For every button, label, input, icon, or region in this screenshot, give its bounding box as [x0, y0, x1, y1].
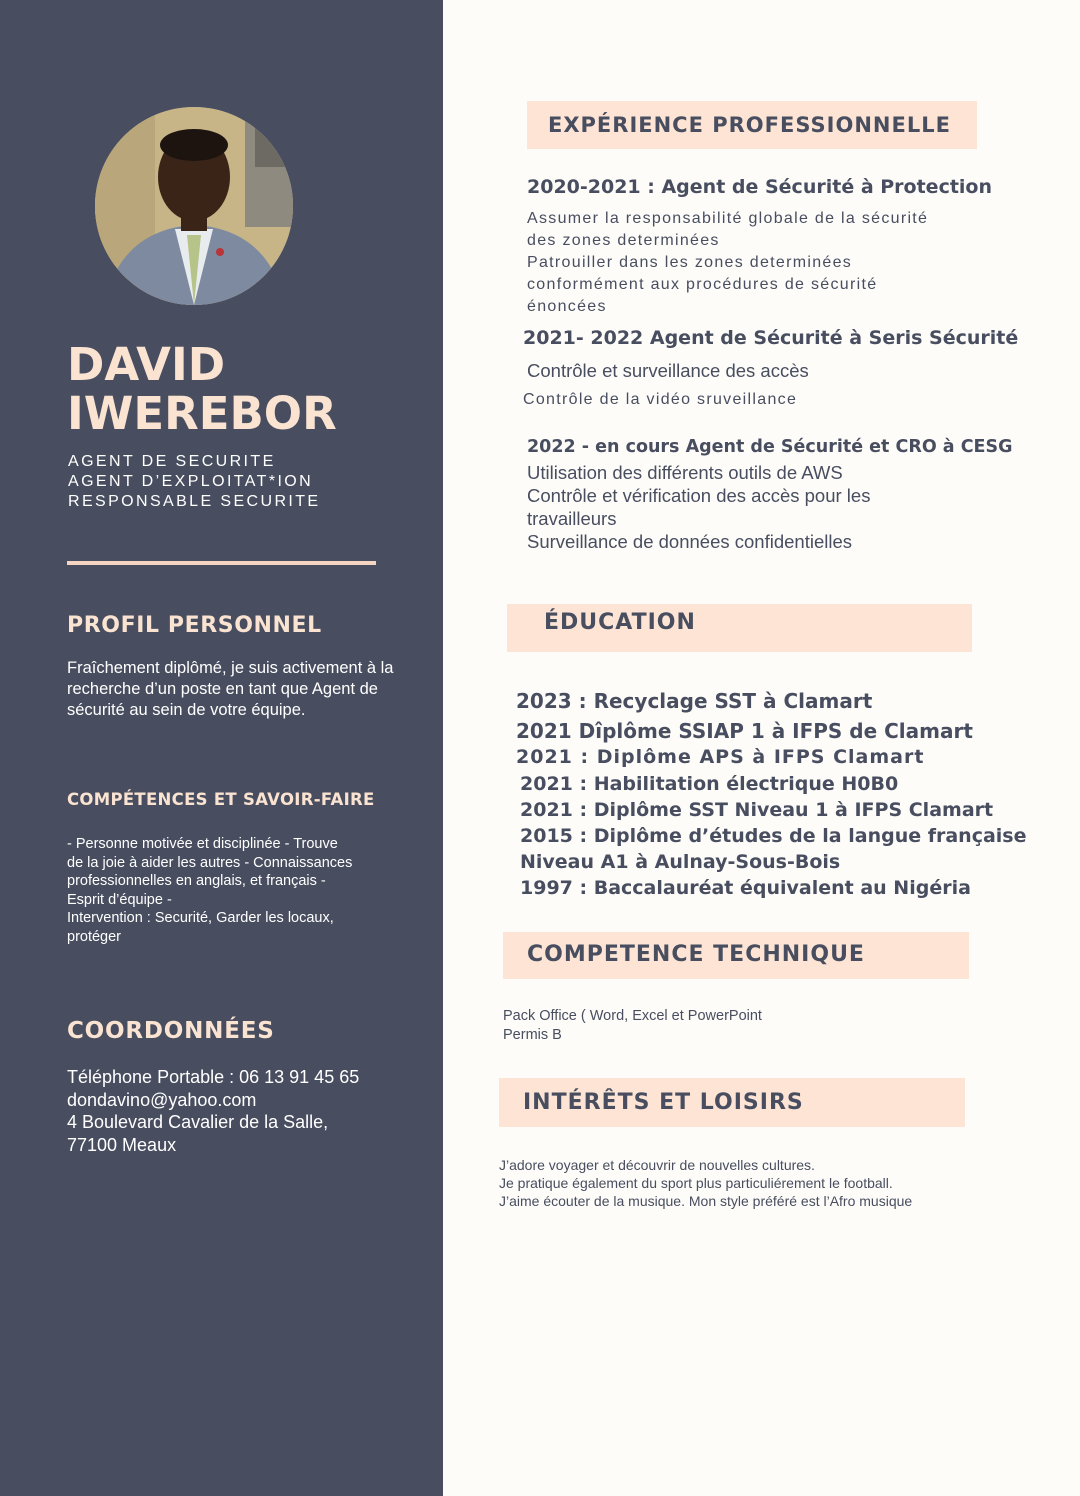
job-2-line-1: Contrôle et surveillance des accès: [527, 360, 809, 381]
divider: [67, 561, 376, 565]
email-address[interactable]: dondavino@yahoo.com: [67, 1089, 257, 1110]
portrait-image: [95, 107, 293, 305]
job-2-line-2: Contrôle de la vidéo sruveillance: [523, 391, 798, 408]
interets-line: Je pratique également du sport plus particuliérement le football.: [499, 1175, 893, 1191]
phone-number: Téléphone Portable : 06 13 91 45 65: [67, 1067, 360, 1087]
competences-line: professionnelles en anglais, et français -: [67, 873, 326, 889]
interets-line: J’adore voyager et découvrir de nouvelles cultures.: [499, 1157, 815, 1173]
profil-heading: PROFIL PERSONNEL: [67, 613, 322, 638]
education-item: 2023 : Recyclage SST à Clamart: [516, 689, 873, 713]
interets-line: J’aime écouter de la musique. Mon style préféré est l’Afro musique: [499, 1193, 913, 1209]
job-3-line: Utilisation des différents outils de AWS: [527, 462, 843, 483]
job-title-2: AGENT D’EXPLOITAT*ION: [68, 473, 314, 490]
job-title-3: RESPONSABLE SECURITE: [68, 493, 321, 510]
interets-text: [499, 1156, 912, 1210]
last-name: IWEREBOR: [67, 387, 337, 440]
job-3-description: [527, 461, 870, 553]
competence-technique-line: Permis B: [503, 1027, 562, 1043]
coordonnees-heading: COORDONNÉES: [67, 1018, 275, 1044]
education-item: 1997 : Baccalauréat équivalent au Nigéria: [520, 877, 971, 899]
first-name: DAVID: [67, 338, 226, 391]
competences-line: Intervention : Securité, Garder les locaux,: [67, 910, 334, 926]
job-titles: [68, 452, 428, 512]
job-1-line: conformément aux procédures de sécurité: [527, 276, 878, 293]
job-1-description: [527, 208, 928, 318]
competences-line: de la joie à aider les autres - Connaissances: [67, 854, 353, 871]
address-line-2: 77100 Meaux: [67, 1134, 177, 1155]
job-3-line: Contrôle et vérification des accès pour les: [527, 485, 871, 506]
education-item: Niveau A1 à Aulnay-Sous-Bois: [520, 851, 841, 873]
job-3-title: 2022 - en cours Agent de Sécurité et CRO à CESG: [527, 437, 1013, 457]
education-item: 2021 : Diplôme APS à IFPS Clamart: [516, 746, 925, 768]
full-name: [67, 340, 427, 438]
competences-text: [67, 835, 407, 946]
education-item: 2021 Dîplôme SSIAP 1 à IFPS de Clamart: [516, 719, 973, 743]
profil-text: Fraîchement diplômé, je suis activement à la recherche d’un poste en tant que Agent de sécurité au sein de votre équipe.: [67, 659, 394, 719]
education-item: 2015 : Diplôme d’études de la langue française: [520, 825, 1027, 847]
coordonnees-block: [67, 1066, 427, 1156]
competences-line: - Personne motivée et disciplinée - Trouve: [67, 836, 338, 852]
experience-heading: EXPÉRIENCE PROFESSIONNELLE: [548, 113, 951, 137]
address-line-1: 4 Boulevard Cavalier de la Salle,: [67, 1112, 329, 1132]
job-1-line: énoncées: [527, 298, 607, 315]
competences-heading: COMPÉTENCES ET SAVOIR-FAIRE: [67, 790, 375, 809]
competence-technique-list: [503, 1007, 762, 1045]
interets-heading: INTÉRÊTS ET LOISIRS: [523, 1090, 804, 1115]
education-item: 2021 : Diplôme SST Niveau 1 à IFPS Clamart: [520, 799, 994, 821]
job-title-1: AGENT DE SECURITE: [68, 453, 276, 470]
competence-technique-line: Pack Office ( Word, Excel et PowerPoint: [503, 1008, 762, 1024]
education-item: 2021 : Habilitation électrique H0B0: [520, 773, 899, 795]
job-1-title: 2020-2021 : Agent de Sécurité à Protection: [527, 176, 993, 198]
education-heading: ÉDUCATION: [544, 610, 696, 635]
profile-photo: [95, 107, 293, 305]
job-3-line: Surveillance de données confidentielles: [527, 531, 852, 552]
job-1-line: des zones determinées: [527, 232, 720, 249]
job-1-line: Patrouiller dans les zones determinées: [527, 254, 853, 271]
job-2-title: 2021- 2022 Agent de Sécurité à Seris Sécurité: [523, 327, 1019, 349]
competences-line: protéger: [67, 928, 122, 945]
competences-line: Esprit d’équipe -: [67, 891, 172, 908]
competence-technique-heading: COMPETENCE TECHNIQUE: [527, 942, 865, 967]
job-1-line: Assumer la responsabilité globale de la sécurité: [527, 210, 929, 227]
job-3-line: travailleurs: [527, 508, 617, 529]
sidebar: [0, 0, 443, 1496]
